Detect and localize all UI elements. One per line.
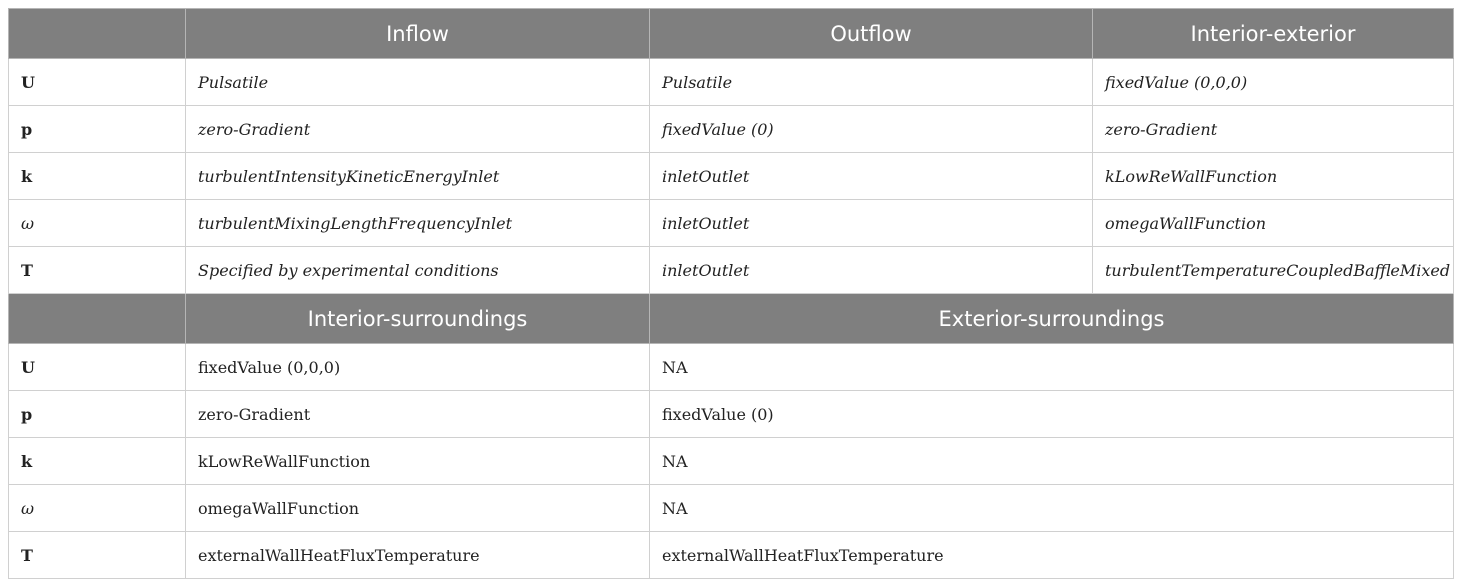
exterior-surroundings-cell: NA — [650, 485, 1454, 532]
table-row — [9, 344, 1454, 391]
exterior-surroundings-cell: NA — [650, 344, 1454, 391]
inflow-cell: Pulsatile — [186, 59, 650, 106]
outflow-cell: inletOutlet — [650, 200, 1093, 247]
outflow-cell: inletOutlet — [650, 153, 1093, 200]
outflow-cell: fixedValue (0) — [650, 106, 1093, 153]
header-exterior-surroundings: Exterior-surroundings — [650, 294, 1454, 344]
variable-label: U — [9, 344, 186, 391]
header-inflow: Inflow — [186, 9, 650, 59]
interior-exterior-cell: omegaWallFunction — [1093, 200, 1454, 247]
interior-surroundings-cell: kLowReWallFunction — [186, 438, 650, 485]
boundary-conditions-table — [8, 8, 1454, 579]
outflow-cell: Pulsatile — [650, 59, 1093, 106]
variable-label: U — [9, 59, 186, 106]
variable-label: k — [9, 438, 186, 485]
table-row — [9, 438, 1454, 485]
table-row — [9, 532, 1454, 579]
exterior-surroundings-cell: fixedValue (0) — [650, 391, 1454, 438]
variable-label: k — [9, 153, 186, 200]
inflow-cell: zero-Gradient — [186, 106, 650, 153]
interior-surroundings-cell: zero-Gradient — [186, 391, 650, 438]
interior-exterior-cell: kLowReWallFunction — [1093, 153, 1454, 200]
header-interior-surroundings: Interior-surroundings — [186, 294, 650, 344]
header-outflow: Outflow — [650, 9, 1093, 59]
header-blank-cell — [9, 294, 186, 344]
interior-surroundings-cell: externalWallHeatFluxTemperature — [186, 532, 650, 579]
inflow-cell: turbulentMixingLengthFrequencyInlet — [186, 200, 650, 247]
variable-label: T — [9, 532, 186, 579]
interior-exterior-cell: zero-Gradient — [1093, 106, 1454, 153]
variable-label: ω — [9, 485, 186, 532]
header-row-top — [9, 9, 1454, 59]
table-row — [9, 153, 1454, 200]
variable-label: p — [9, 391, 186, 438]
variable-label: ω — [9, 200, 186, 247]
table-row — [9, 485, 1454, 532]
exterior-surroundings-cell: externalWallHeatFluxTemperature — [650, 532, 1454, 579]
header-row-bottom — [9, 294, 1454, 344]
header-interior-exterior: Interior-exterior — [1093, 9, 1454, 59]
header-blank-cell — [9, 9, 186, 59]
table-row — [9, 391, 1454, 438]
interior-surroundings-cell: omegaWallFunction — [186, 485, 650, 532]
exterior-surroundings-cell: NA — [650, 438, 1454, 485]
table-row — [9, 200, 1454, 247]
inflow-cell: turbulentIntensityKineticEnergyInlet — [186, 153, 650, 200]
interior-exterior-cell: turbulentTemperatureCoupledBaffleMixed — [1093, 247, 1454, 294]
table-row — [9, 247, 1454, 294]
interior-surroundings-cell: fixedValue (0,0,0) — [186, 344, 650, 391]
outflow-cell: inletOutlet — [650, 247, 1093, 294]
table-row — [9, 106, 1454, 153]
variable-label: p — [9, 106, 186, 153]
variable-label: T — [9, 247, 186, 294]
interior-exterior-cell: fixedValue (0,0,0) — [1093, 59, 1454, 106]
table-row — [9, 59, 1454, 106]
inflow-cell: Specified by experimental conditions — [186, 247, 650, 294]
